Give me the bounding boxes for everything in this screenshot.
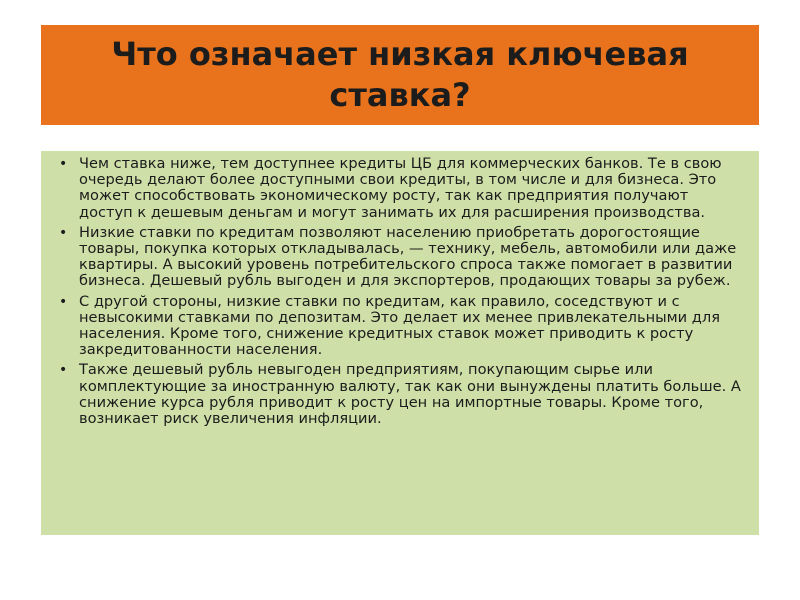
bullet-text-1: Чем ставка ниже, тем доступнее кредиты ЦБ для коммерческих банков. Те в свою очередь делают более доступными свои кредиты, в том числе и для бизнеса. Это может способствовать экономическому росту, так как предприятия получают доступ к дешевым деньгам и могут занимать их для расширения производства. (79, 155, 722, 221)
bullet-text-3: С другой стороны, низкие ставки по кредитам, как правило, соседствуют и с невысокими ставками по депозитам. Это делает их менее привлекательными для населения. Кроме того, снижение кредитных ставок может приводить к росту закредитованности населения. (79, 292, 720, 359)
slide-title: Что означает низкая ключевая ставка? (111, 35, 689, 114)
bullet-icon: • (59, 362, 68, 379)
bullet-item-4 (57, 362, 745, 427)
bullet-item-2 (57, 225, 745, 290)
bullet-icon: • (59, 293, 68, 310)
bullet-text-4: Также дешевый рубль невыгоден предприятиям, покупающим сырье или комплектующие за иностранную валюту, так как они вынуждены платить больше. А снижение курса рубля приводит к росту цен на импортные товары. Кроме того, возникает риск увеличения инфляции. (79, 361, 741, 428)
content-box (41, 151, 759, 535)
bullet-icon: • (59, 224, 68, 241)
bullet-item-1 (57, 156, 745, 221)
bullet-icon: • (59, 156, 68, 172)
bullet-text-2: Низкие ставки по кредитам позволяют населению приобретать дорогостоящие товары, покупка которых откладывалась, — технику, мебель, автомобили или даже квартиры. А высокий уровень потребительского спроса также помогает в развитии бизнеса. Дешевый рубль выгоден и для экспортеров, продающих товары за рубеж. (79, 223, 737, 290)
bullet-item-3 (57, 294, 745, 359)
title-bar (41, 25, 759, 125)
bullet-list (57, 156, 745, 427)
